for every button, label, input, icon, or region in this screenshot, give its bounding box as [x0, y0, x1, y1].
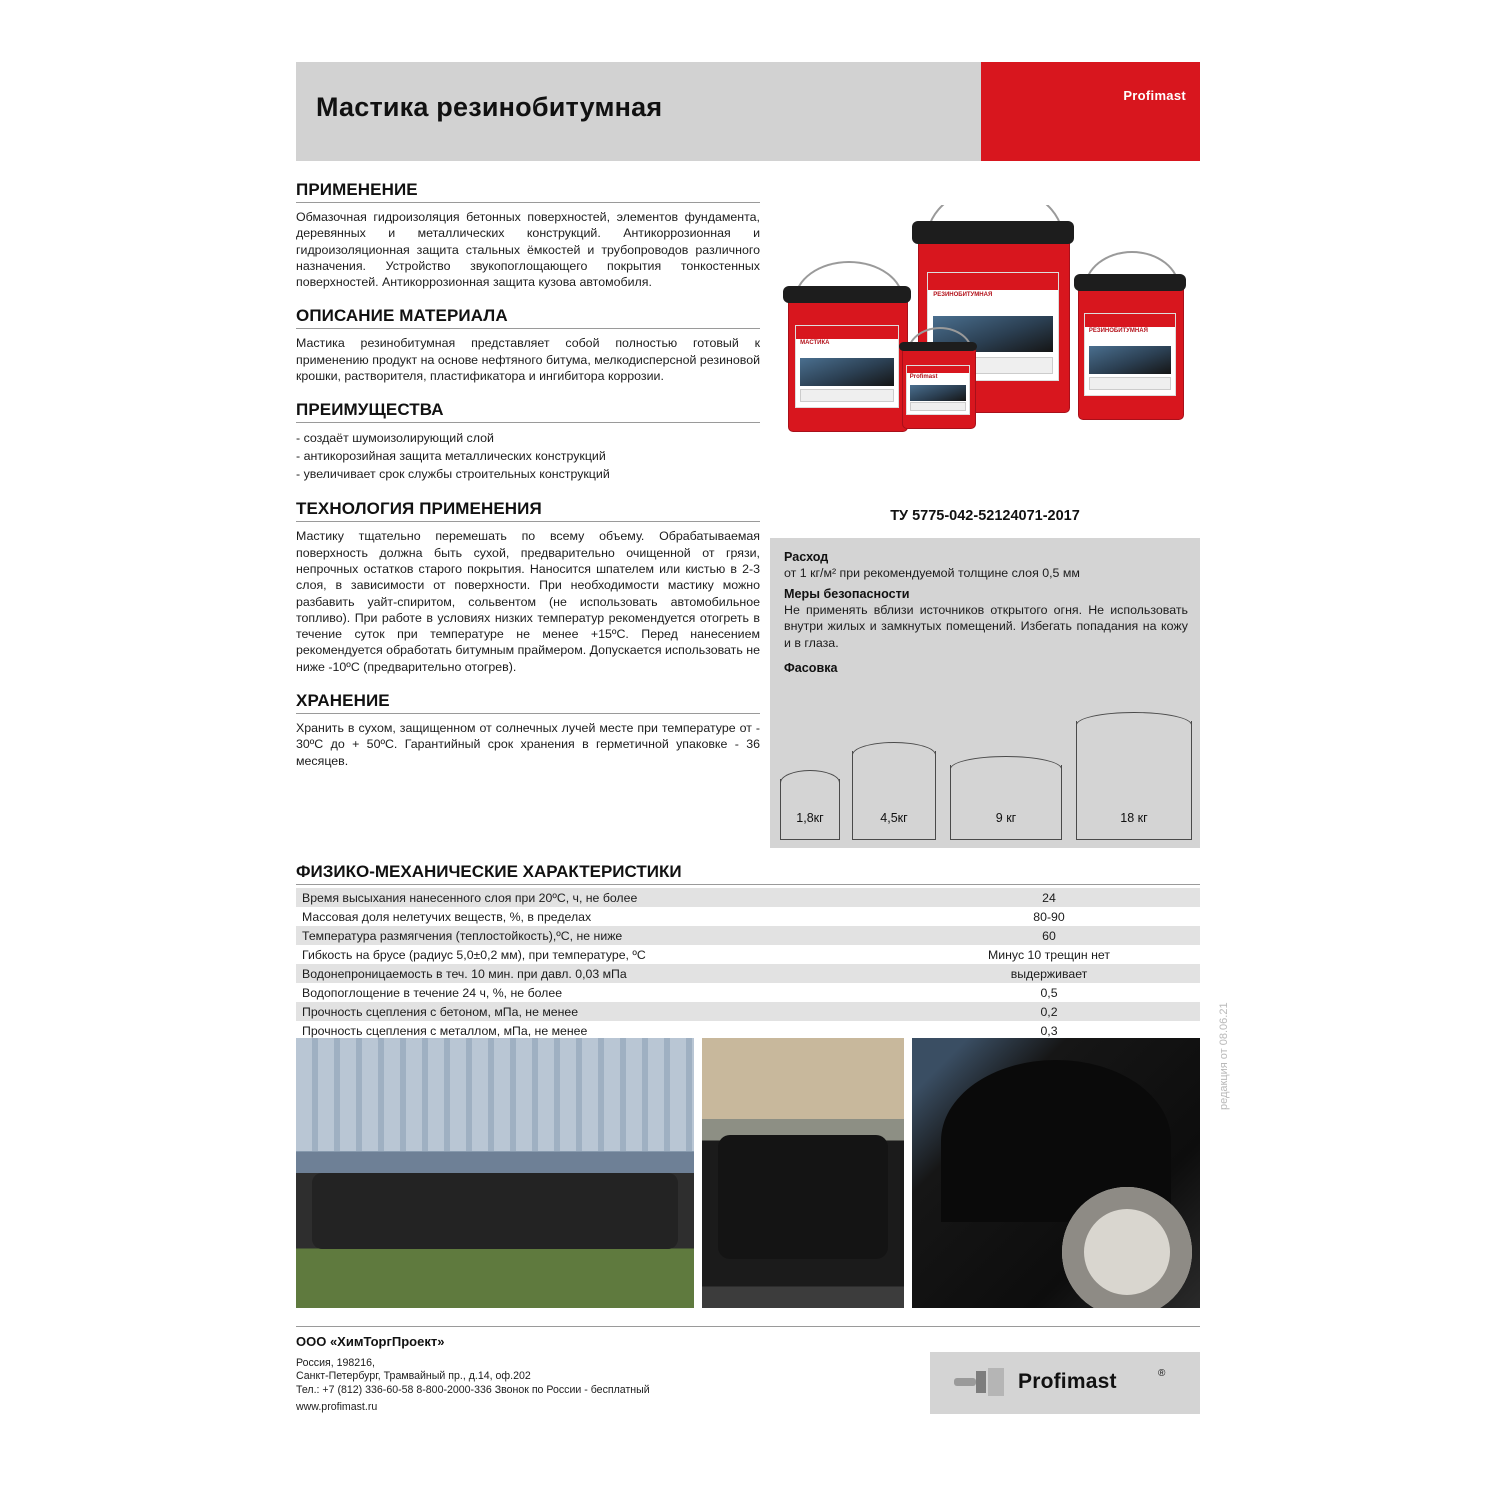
- photo-wheel-shape: [1062, 1187, 1192, 1309]
- consumption-text: от 1 кг/м² при рекомендуемой толщине слоя 0,5 мм: [784, 566, 1080, 580]
- section-heading: ОПИСАНИЕ МАТЕРИАЛА: [296, 306, 760, 329]
- advantage-item: - антикорозийная защита металлических конструкций: [296, 449, 606, 464]
- left-content-column: [296, 180, 760, 785]
- label-image: [1089, 346, 1171, 374]
- table-row: [296, 888, 1200, 907]
- website-link[interactable]: www.profimast.ru: [296, 1401, 378, 1414]
- label-band: [928, 273, 1058, 290]
- can-lid: [899, 342, 977, 351]
- table-row: [296, 1002, 1200, 1021]
- label-image: [910, 385, 966, 401]
- can-1-8kg: [902, 347, 974, 427]
- row-name: Температура размягчения (теплостойкость),ºС, не ниже: [296, 926, 898, 945]
- section-advantages: [296, 400, 760, 483]
- label-info-bar: [1089, 377, 1171, 390]
- advantage-item: - увеличивает срок службы строительных конструкций: [296, 467, 610, 482]
- section-application: [296, 180, 760, 290]
- row-name: Прочность сцепления с бетоном, мПа, не менее: [296, 1002, 898, 1021]
- can-rim-icon: [1076, 712, 1193, 725]
- label-band: [907, 366, 968, 374]
- row-name: Водонепроницаемость в теч. 10 мин. при давл. 0,03 мПа: [296, 964, 898, 983]
- safety-heading: Меры безопасности: [784, 587, 910, 602]
- safety-text: Не применять вблизи источников открытого огня. Не использовать внутри жилых и замкнутых помещений. Избегать попадания на кожу и в глаза.: [784, 603, 1188, 650]
- package-label: 18 кг: [1120, 811, 1148, 825]
- photo-building: [296, 1038, 694, 1151]
- brand-name: Profimast: [1123, 88, 1186, 103]
- table-row: [296, 926, 1200, 945]
- package-label: 1,8кг: [796, 811, 824, 825]
- footer-divider: [296, 1326, 1200, 1327]
- bucket-lid: [1074, 274, 1186, 292]
- company-name: ООО «ХимТоргПроект»: [296, 1334, 445, 1349]
- header-brand-block: [981, 62, 1200, 161]
- registered-mark: ®: [1158, 1368, 1166, 1379]
- page-footer: [296, 1334, 1200, 1444]
- label-band: [1085, 314, 1175, 327]
- packaging-heading: Фасовка: [784, 660, 838, 675]
- table-row: [296, 964, 1200, 983]
- bucket-lid: [783, 286, 910, 304]
- row-value: 24: [898, 888, 1200, 907]
- photo-tank-shape: [312, 1173, 678, 1249]
- bucket-label: [795, 325, 899, 408]
- label-info-bar: [800, 389, 894, 402]
- section-technology: [296, 499, 760, 675]
- photo-tank-shape: [718, 1135, 888, 1259]
- characteristics-section: [296, 862, 1200, 1040]
- bucket-18kg: [788, 295, 906, 430]
- row-name: Массовая доля нелетучих веществ, %, в пределах: [302, 909, 592, 924]
- bucket-label: [1084, 313, 1176, 396]
- label-product-name: РЕЗИНОБИТУМНАЯ: [933, 292, 993, 299]
- photo-pipeline-tank: [296, 1038, 694, 1308]
- row-value: 60: [898, 926, 1200, 945]
- section-text: Хранить в сухом, защищенном от солнечных лучей месте при температуре от - 30ºС до + 50ºС. Гарантийный срок хранения в герметичной упаковке - 36 месяцев.: [296, 721, 760, 768]
- table-row: [296, 983, 1200, 1002]
- table-row: [296, 907, 1200, 926]
- revision-note: редакция от 08.06.21: [1218, 1002, 1230, 1110]
- label-info-bar: [910, 402, 966, 411]
- row-value: Минус 10 трещин нет: [988, 947, 1110, 962]
- product-photo: [770, 205, 1200, 470]
- photo-car-wheel-arch: [912, 1038, 1200, 1308]
- bucket-9kg: [1078, 283, 1182, 418]
- can-label: [906, 365, 969, 415]
- can-rim-icon: [852, 742, 937, 755]
- phone-line: Тел.: +7 (812) 336-60-58 8-800-2000-336 Звонок по России - бесплатный: [296, 1383, 650, 1396]
- brush-icon: [954, 1368, 1006, 1396]
- package-can-3: [950, 765, 1062, 840]
- consumption-heading: Расход: [784, 550, 829, 564]
- spec-box: [770, 538, 1200, 848]
- page-title: Мастика резинобитумная: [316, 92, 663, 122]
- label-product-name: РЕЗИНОБИТУМНАЯ: [1088, 328, 1148, 335]
- section-heading: ПРЕИМУЩЕСТВА: [296, 400, 760, 423]
- package-label: 4,5кг: [880, 811, 908, 825]
- package-can-1: [780, 779, 840, 840]
- section-heading: ТЕХНОЛОГИЯ ПРИМЕНЕНИЯ: [296, 499, 760, 522]
- can-rim-icon: [780, 770, 841, 783]
- package-label: 9 кг: [995, 811, 1017, 825]
- address-line: Санкт-Петербург, Трамвайный пр., д.14, оф.202: [296, 1370, 531, 1383]
- section-text: Мастику тщательно перемешать по всему объему. Обрабатываемая поверхность должна быть сухой, предварительно очищенной от грязи, непрочных остатков старого покрытия. Наносится шпателем или кистью в 2-3 слоя, в зависимости от поверхности. При необходимости мастику можно разбавить уайт-спиритом, сольвентом (не использовать автомобильное топливо). При работе в условиях низких температур рекомендуется отогреть в течение суток при температуре не менее +15ºС. Перед нанесением рекомендуется обработать битумным праймером. Допускается использовать не ниже -10ºС (предварительно отогрев).: [296, 529, 760, 674]
- section-heading: ХРАНЕНИЕ: [296, 691, 760, 714]
- tu-standard-number: ТУ 5775-042-52124071-2017: [890, 508, 1080, 524]
- row-value: выдерживает: [898, 964, 1200, 983]
- section-description: [296, 306, 760, 384]
- packaging-sizes: [780, 690, 1192, 840]
- section-storage: [296, 691, 760, 769]
- label-product-name: МАСТИКА: [800, 340, 830, 347]
- row-value: 0,2: [898, 1002, 1200, 1021]
- footer-logo: [930, 1352, 1200, 1414]
- label-image: [800, 358, 894, 386]
- application-photo-gallery: [296, 1038, 1200, 1308]
- row-name: Водопоглощение в течение 24 ч, %, не более: [302, 985, 563, 1000]
- row-name: Гибкость на брусе (радиус 5,0±0,2 мм), при температуре, ºС: [302, 947, 646, 962]
- package-can-4: [1076, 721, 1192, 840]
- spec-box-text: [784, 550, 1188, 676]
- package-can-2: [852, 751, 936, 840]
- bucket-lid: [912, 221, 1074, 244]
- row-name: Время высыхания нанесенного слоя при 20ºС, ч, не более: [296, 888, 898, 907]
- label-band: [796, 326, 898, 339]
- row-name: Прочность сцепления с металлом, мПа, не менее: [302, 1023, 588, 1038]
- row-value: 0,3: [1040, 1023, 1058, 1038]
- characteristics-table: [296, 888, 1200, 1040]
- section-text: Мастика резинобитумная представляет собой полностью готовый к применению продукт на основе нефтяного битума, мелкодисперсной резиновой крошки, растворителя, пластификатора и ингибитора коррозии.: [296, 336, 760, 384]
- logo-text: Profimast: [1018, 1370, 1117, 1393]
- section-heading: ПРИМЕНЕНИЕ: [296, 180, 760, 203]
- table-heading: ФИЗИКО-МЕХАНИЧЕСКИЕ ХАРАКТЕРИСТИКИ: [296, 862, 1200, 885]
- row-value: 0,5: [1040, 985, 1058, 1000]
- row-value: 80-90: [1033, 909, 1065, 924]
- table-row: [296, 945, 1200, 964]
- label-brand: Profimast: [909, 374, 938, 381]
- section-text: Обмазочная гидроизоляция бетонных поверхностей, элементов фундамента, деревянных и металлических конструкций. Антикоррозионная и гидроизоляционная защита стальных ёмкостей и трубопроводов различного назначения. Устройство звукопоглощающего покрытия тонкостенных поверхностей. Антикоррозионная защита кузова автомобиля.: [296, 210, 760, 290]
- photo-black-tank: [702, 1038, 904, 1308]
- page-header: [296, 62, 1200, 161]
- address-line: Россия, 198216,: [296, 1357, 375, 1369]
- advantage-item: - создаёт шумоизолирующий слой: [296, 431, 494, 446]
- can-rim-icon: [950, 756, 1063, 769]
